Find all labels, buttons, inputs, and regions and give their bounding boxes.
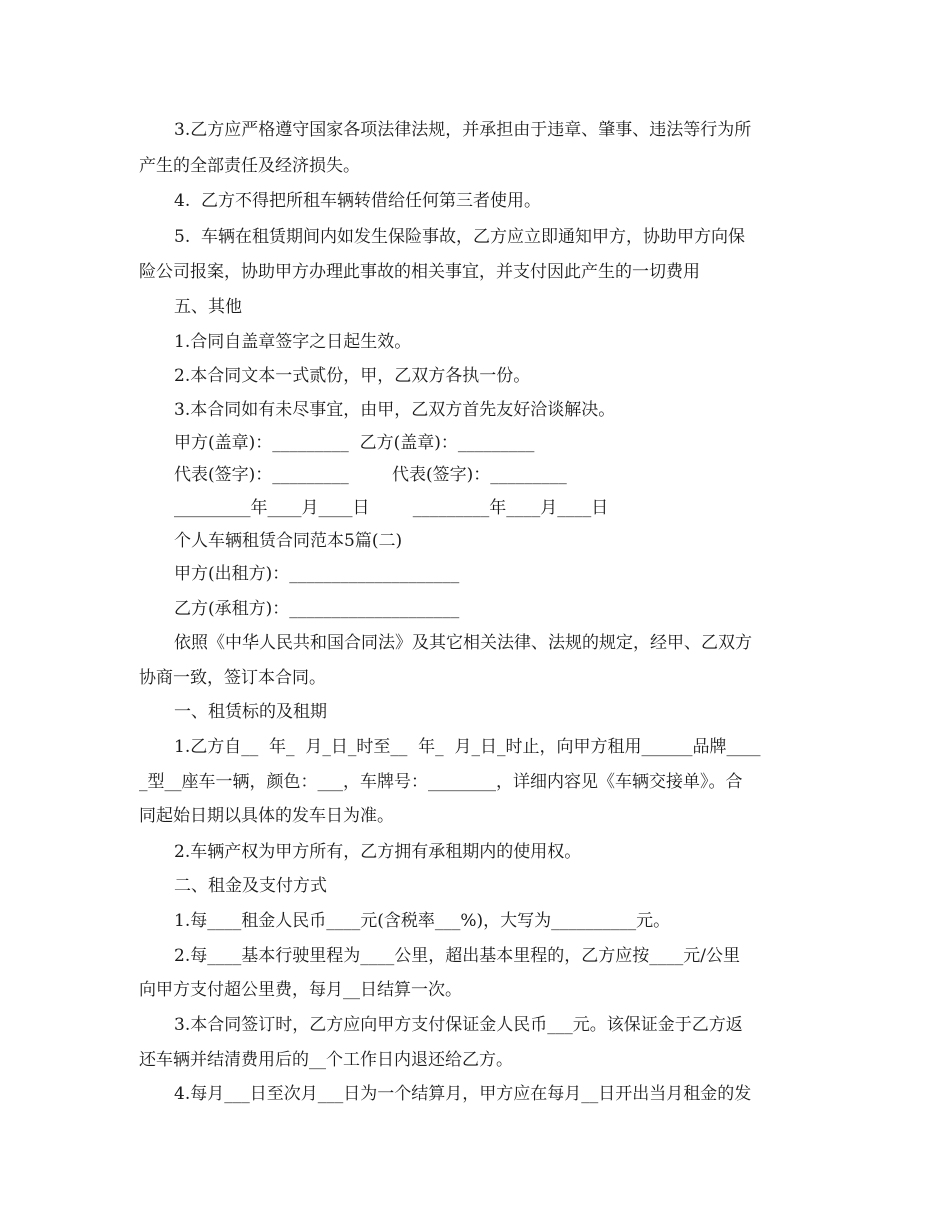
paragraph-line: 产生的全部责任及经济损失。 xyxy=(139,156,360,176)
paragraph-line: 依照《中华人民共和国合同法》及其它相关法律、法规的规定，经甲、乙双方 xyxy=(174,633,752,653)
paragraph-line: 1.每____租金人民币____元(含税率___%)，大写为__________元。 xyxy=(174,911,671,931)
paragraph-line: 1.乙方自__ 年_ 月_日_时至__ 年_ 月_日_时止，向甲方租用______品牌____ xyxy=(174,737,761,757)
section-heading: 五、其他 xyxy=(174,297,242,317)
paragraph-line: 3.本合同签订时，乙方应向甲方支付保证金人民币___元。该保证金于乙方返 xyxy=(174,1015,743,1035)
party-line: 乙方(承租方)：____________________ xyxy=(174,599,460,619)
paragraph-line: 1.合同自盖章签字之日起生效。 xyxy=(174,332,412,352)
document-title: 个人车辆租赁合同范本5篇(二) xyxy=(174,531,403,551)
paragraph-line: 向甲方支付超公里费，每月__日结算一次。 xyxy=(139,980,462,1000)
paragraph-line: 还车辆并结清费用后的__个工作日内退还给乙方。 xyxy=(139,1050,513,1070)
paragraph-line: 2.每____基本行驶里程为____公里，超出基本里程的，乙方应按____元/公里 xyxy=(174,946,740,966)
paragraph-line: _型__座车一辆，颜色：___，车牌号：________，详细内容见《车辆交接单》。合 xyxy=(139,772,743,792)
paragraph-line: 4. 乙方不得把所租车辆转借给任何第三者使用。 xyxy=(174,191,542,211)
paragraph-line: 5. 车辆在租赁期间内如发生保险事故，乙方应立即通知甲方，协助甲方向保 xyxy=(174,227,746,247)
section-heading: 一、租赁标的及租期 xyxy=(174,702,327,722)
signature-line: 甲方(盖章)：_________ 乙方(盖章)：_________ xyxy=(174,433,535,453)
paragraph-line: 险公司报案，协助甲方办理此事故的相关事宜，并支付因此产生的一切费用 xyxy=(139,262,700,282)
signature-line: 代表(签字)：_________ 代表(签字)：_________ xyxy=(174,465,567,485)
paragraph-line: 2.车辆产权为甲方所有，乙方拥有承租期内的使用权。 xyxy=(174,842,582,862)
paragraph-line: 4.每月___日至次月___日为一个结算月，甲方应在每月__日开出当月租金的发 xyxy=(174,1084,752,1104)
section-heading: 二、租金及支付方式 xyxy=(174,876,327,896)
party-line: 甲方(出租方)：____________________ xyxy=(174,564,460,584)
paragraph-line: 协商一致，签订本合同。 xyxy=(139,668,326,688)
paragraph-line: 2.本合同文本一式贰份，甲，乙双方各执一份。 xyxy=(174,366,531,386)
paragraph-line: 3.乙方应严格遵守国家各项法律法规，并承担由于违章、肇事、违法等行为所 xyxy=(174,120,752,140)
date-line: _________年____月____日 _________年____月____日 xyxy=(174,498,609,518)
paragraph-line: 同起始日期以具体的发车日为准。 xyxy=(139,806,394,826)
paragraph-line: 3.本合同如有未尽事宜，由甲，乙双方首先友好洽谈解决。 xyxy=(174,400,616,420)
